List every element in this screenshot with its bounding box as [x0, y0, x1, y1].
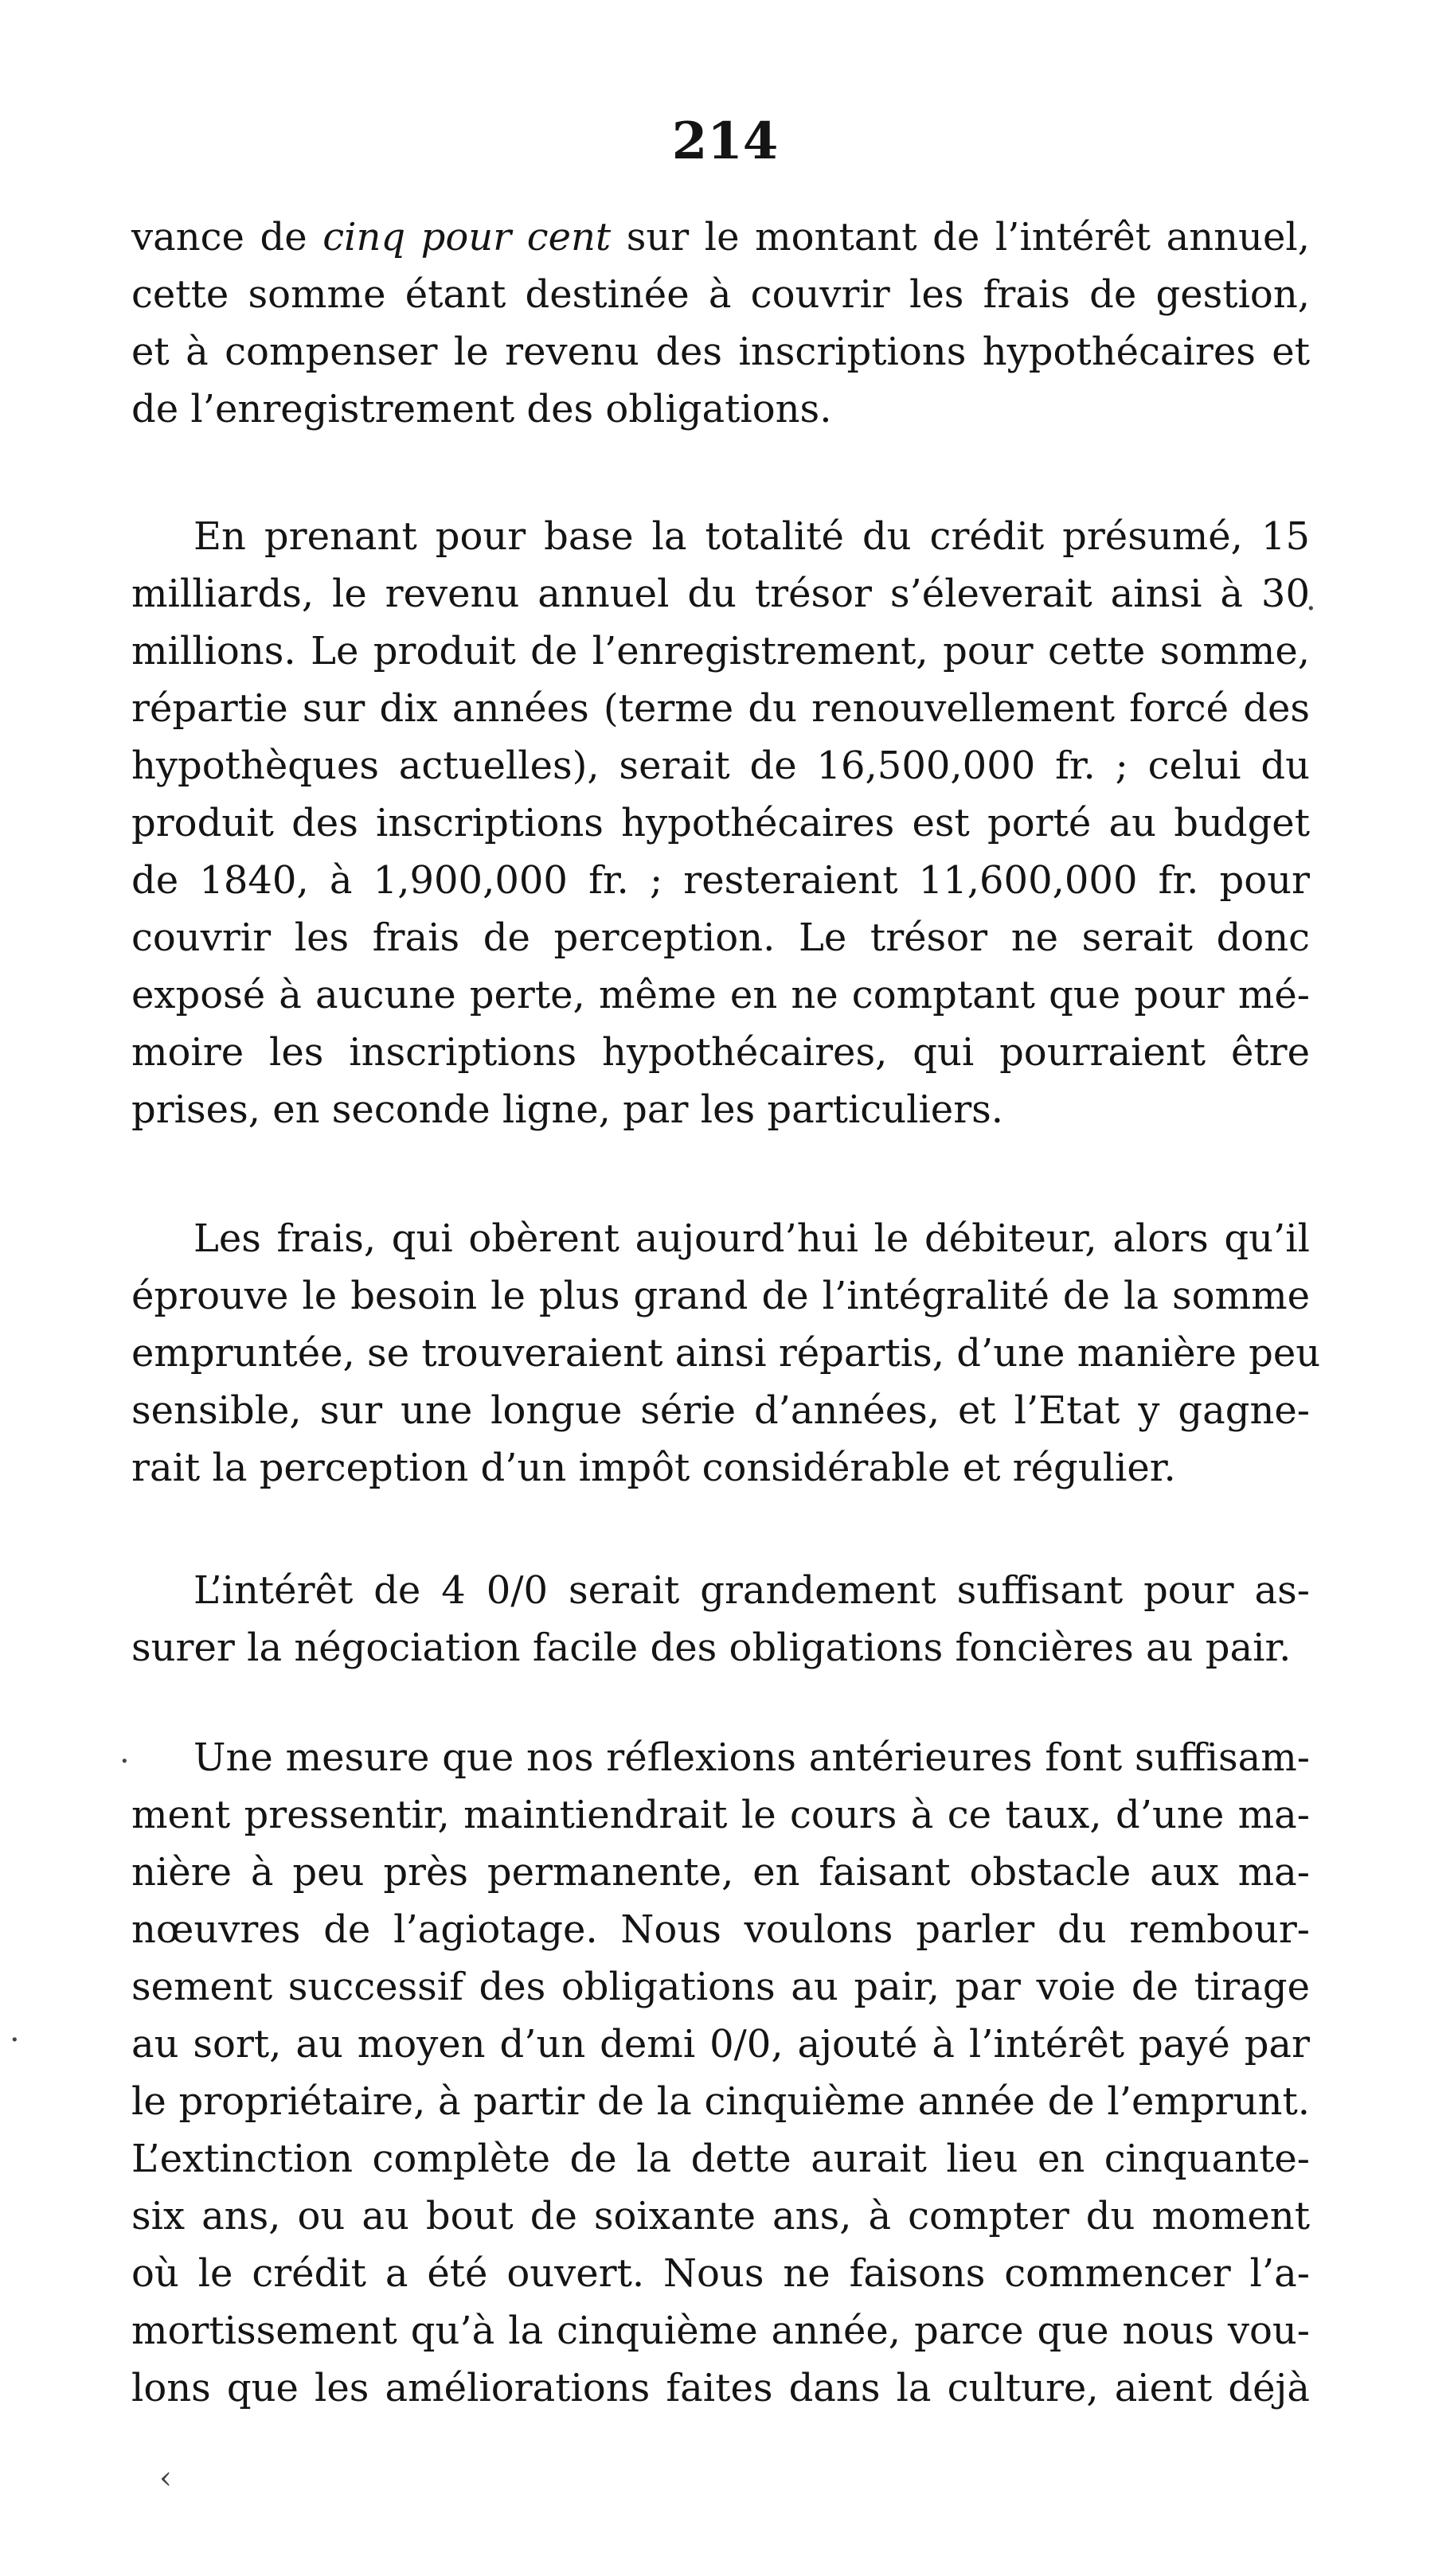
print-speck: · — [119, 1743, 130, 1780]
text-line: En prenant pour base la totalité du crédit présumé, 15 — [193, 514, 1310, 559]
text-line: répartie sur dix années (terme du renouvellement forcé des — [131, 686, 1310, 731]
emphasis: cinq pour cent — [322, 215, 612, 260]
text-line: L’extinction complète de la dette aurait lieu en cinquante- — [131, 2137, 1310, 2181]
text-line: L’intérêt de 4 0/0 serait grandement suffisant pour as- — [193, 1568, 1310, 1613]
page-number: 214 — [671, 111, 779, 171]
text-line: ment pressentir, maintiendrait le cours à ce taux, d’une ma- — [131, 1793, 1310, 1837]
text-line: où le crédit a été ouvert. Nous ne faisons commencer l’a- — [131, 2251, 1310, 2296]
text-line: vance de cinq pour cent sur le montant de l’intérêt annuel, — [131, 215, 1310, 260]
print-speck: · — [10, 2022, 20, 2059]
text-line: six ans, ou au bout de soixante ans, à compter du moment — [131, 2194, 1310, 2238]
text-line: moire les inscriptions hypothécaires, qui pourraient être — [131, 1030, 1310, 1075]
text-line: surer la négociation facile des obligations foncières au pair. — [131, 1626, 1292, 1670]
text-line: de l’enregistrement des obligations. — [131, 387, 832, 431]
text-line: couvrir les frais de perception. Le trésor ne serait donc — [131, 915, 1310, 960]
text-line: milliards, le revenu annuel du trésor s’éleverait ainsi à 30 — [131, 572, 1310, 616]
text-line: et à compenser le revenu des inscriptions hypothécaires et — [131, 330, 1310, 374]
print-speck: ‹ — [159, 2460, 172, 2496]
text-line: lons que les améliorations faites dans la culture, aient déjà — [131, 2366, 1310, 2410]
text-line: exposé à aucune perte, même en ne comptant que pour mé- — [131, 973, 1310, 1017]
text-line: nœuvres de l’agiotage. Nous voulons parler du rembour- — [131, 1907, 1310, 1952]
text-line: Une mesure que nos réflexions antérieures font suffisam- — [193, 1735, 1310, 1780]
text-line: au sort, au moyen d’un demi 0/0, ajouté à l’intérêt payé par — [131, 2022, 1310, 2067]
text-line: sensible, sur une longue série d’années, et l’Etat y gagne- — [131, 1388, 1310, 1433]
print-speck: · — [1306, 591, 1316, 627]
text-line: cette somme étant destinée à couvrir les frais de gestion, — [131, 272, 1310, 317]
text-line: empruntée, se trouveraient ainsi répartis, d’une manière peu — [131, 1331, 1321, 1376]
text-line: millions. Le produit de l’enregistrement, pour cette somme, — [131, 629, 1310, 673]
text-line: sement successif des obligations au pair, par voie de tirage — [131, 1965, 1310, 2009]
text-line: produit des inscriptions hypothécaires est porté au budget — [131, 801, 1310, 845]
text-line: mortissement qu’à la cinquième année, parce que nous vou- — [131, 2309, 1310, 2353]
text-line: hypothèques actuelles), serait de 16,500,000 fr. ; celui du — [131, 744, 1310, 788]
text-line: le propriétaire, à partir de la cinquième année de l’emprunt. — [131, 2079, 1310, 2124]
text-line: nière à peu près permanente, en faisant obstacle aux ma- — [131, 1850, 1310, 1895]
text-line: éprouve le besoin le plus grand de l’intégralité de la somme — [131, 1274, 1310, 1318]
text-line: de 1840, à 1,900,000 fr. ; resteraient 11,600,000 fr. pour — [131, 858, 1310, 903]
text-line: prises, en seconde ligne, par les particuliers. — [131, 1087, 1004, 1132]
text-line: rait la perception d’un impôt considérable et régulier. — [131, 1446, 1176, 1490]
text-line: Les frais, qui obèrent aujourd’hui le débiteur, alors qu’il — [193, 1216, 1310, 1261]
